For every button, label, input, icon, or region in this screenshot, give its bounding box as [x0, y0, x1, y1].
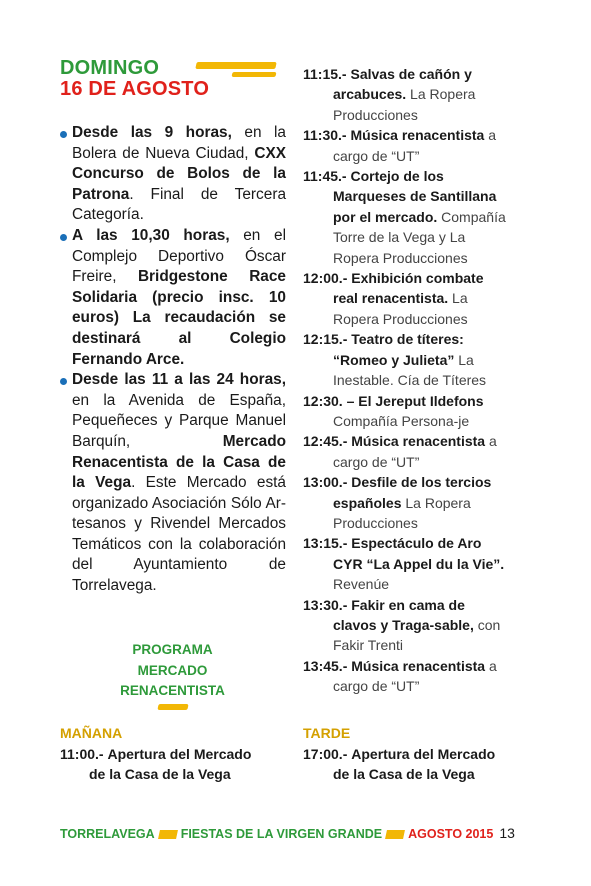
entry-time: 13:15.- — [303, 535, 348, 552]
entry-time: 17:00.- — [303, 746, 348, 762]
entry-line — [303, 635, 538, 655]
entry-line — [303, 288, 538, 308]
entry-title: Cortejo de los — [350, 168, 444, 185]
entry-line — [303, 207, 538, 227]
entry-title-cont: clavos y Traga-sable, — [333, 616, 474, 633]
day-heading: DOMINGO — [60, 57, 160, 79]
schedule-entry — [303, 391, 538, 432]
programa-line: PROGRAMA — [132, 642, 213, 657]
footer-brush-stroke — [385, 830, 405, 839]
entry-company: a — [484, 127, 497, 144]
schedule-entry — [303, 125, 538, 166]
entry-line — [303, 105, 538, 125]
schedule-entry — [303, 656, 538, 697]
right-schedule-list — [303, 64, 538, 697]
bullet-bold-text: Desde las 9 horas, — [72, 124, 232, 141]
entry-company: Fakir Trenti — [333, 637, 404, 654]
date-heading: 16 DE AGOSTO — [60, 78, 210, 100]
entry-line — [303, 84, 538, 104]
manana-title: MAÑANA — [60, 725, 123, 741]
header-brush-stroke — [195, 62, 276, 69]
entry-title: Exhibición combate — [351, 270, 484, 287]
entry-time: 13:45.- — [303, 657, 348, 674]
entry-company: Torre de la Vega y La — [333, 229, 466, 246]
entry-title: Música renacentista — [350, 127, 485, 144]
entry-title: Apertura del Mercado — [351, 746, 496, 762]
entry-company: a — [485, 433, 497, 450]
programa-heading — [100, 640, 245, 702]
entry-line — [303, 146, 538, 166]
bullet-item — [60, 226, 286, 370]
entry-line — [303, 186, 538, 206]
programa-brush-stroke — [157, 704, 188, 710]
entry-line — [303, 248, 538, 268]
entry-company: Producciones — [333, 514, 418, 531]
entry-title-cont: de la Casa de la Vega — [333, 766, 475, 783]
entry-company: La Ropera — [401, 494, 471, 511]
tarde-title: TARDE — [303, 725, 351, 741]
entry-line — [303, 493, 538, 513]
entry-line — [303, 411, 538, 431]
entry-company: La — [454, 351, 474, 368]
footer-brush-stroke — [158, 830, 178, 839]
bullet-text: . Final de Tercera Categoría. — [72, 185, 286, 224]
bullet-item — [60, 123, 286, 226]
entry-time: 11:45.- — [303, 168, 347, 185]
entry-company: cargo de “UT” — [333, 678, 420, 695]
bullet-dot-icon — [60, 378, 67, 385]
entry-line — [303, 513, 538, 533]
entry-time: 13:30.- — [303, 596, 348, 613]
header-brush-stroke-2 — [231, 72, 276, 77]
entry-time: 13:00.- — [303, 474, 348, 491]
entry-time: 12:15.- — [303, 331, 348, 348]
schedule-entry — [303, 329, 538, 390]
entry-title-cont: arcabuces. — [333, 86, 407, 103]
entry-company: La Ropera — [406, 86, 476, 103]
entry-company: Producciones — [333, 106, 418, 123]
bullet-bold-text: A las 10,30 horas, — [72, 226, 230, 244]
entry-time: 11:00.- — [60, 746, 104, 762]
footer-city: TORRELAVEGA — [60, 827, 155, 841]
entry-title: Teatro de títeres: — [351, 331, 464, 348]
bullet-bold-text: Mercado Renacentista de la Casa de la Vega — [72, 432, 286, 492]
bullet-bold-text: CXX Concurso de Bolos de la Patrona — [72, 144, 286, 203]
entry-time: 12:00.- — [303, 270, 348, 287]
entry-company: Revenúe — [333, 576, 390, 593]
entry-title-cont: CYR “La Appel du la Vie”. — [333, 555, 505, 572]
schedule-entry — [303, 595, 538, 656]
entry-line — [303, 227, 538, 247]
entry-time: 11:15.- — [303, 66, 347, 82]
entry-title: Salvas de cañón y — [350, 66, 472, 82]
entry-company: cargo de “UT” — [333, 147, 420, 164]
entry-company: Compañía Persona-je — [333, 412, 470, 429]
entry-title-cont: “Romeo y Julieta” — [333, 351, 455, 368]
bullet-text: . Este Mercado está organizado Asociación Sólo Artesanos y Rivendel Mercados Temáticos con la colaboración del Ayuntamiento de Torrelavega. — [72, 474, 286, 595]
entry-company: a — [485, 657, 497, 674]
entry-line — [303, 350, 538, 370]
bullet-text: en la Bolera de Nueva Ciudad, — [72, 124, 286, 162]
schedule-entry — [303, 166, 538, 268]
entry-title: Música renacentista — [351, 657, 486, 674]
entry-company: Inestable. Cía de Títeres — [333, 372, 487, 389]
schedule-entry — [303, 472, 538, 533]
entry-company: con — [473, 616, 501, 633]
entry-company: La — [448, 290, 468, 307]
schedule-entry — [303, 431, 538, 472]
entry-time: 12:30. — [303, 392, 343, 409]
bullet-text: en la Avenida de España, Pequeñeces y Parque Manuel Barquín, — [72, 391, 286, 450]
tarde-entry — [303, 744, 538, 785]
programa-line: MERCADO — [137, 662, 208, 678]
entry-title-cont: real renacentista. — [333, 290, 449, 307]
entry-line — [303, 676, 538, 696]
programa-line: RENACENTISTA — [120, 683, 225, 698]
bullet-bold-text: Desde las 11 a las 24 horas, — [72, 371, 286, 389]
schedule-entry — [303, 533, 538, 594]
entry-line — [303, 574, 538, 594]
manana-entry — [60, 744, 290, 785]
schedule-entry — [303, 268, 538, 329]
entry-title: Espectáculo de Aro — [351, 535, 482, 552]
entry-line — [303, 554, 538, 574]
entry-title-cont: Marqueses de Santillana — [333, 188, 497, 205]
bullet-text: en el Complejo Deportivo Óscar Freire, — [72, 226, 286, 286]
entry-title-cont: por el mercado. — [333, 208, 438, 225]
entry-title: – El Jereput Ildefons — [346, 392, 484, 409]
footer-fiestas: FIESTAS DE LA VIRGEN GRANDE — [180, 827, 383, 841]
page-number: 13 — [499, 825, 515, 841]
entry-time: 12:45.- — [303, 433, 348, 450]
entry-time: 11:30.- — [303, 127, 347, 144]
entry-company: Ropera Producciones — [333, 310, 468, 327]
entry-line — [303, 309, 538, 329]
entry-title-cont: de la Casa de la Vega — [89, 766, 231, 783]
schedule-entry — [303, 64, 538, 125]
entry-line — [303, 370, 538, 390]
bullet-item — [60, 370, 286, 597]
entry-title: Desfile de los tercios — [351, 474, 492, 491]
entry-company: cargo de “UT” — [333, 453, 420, 470]
entry-line — [303, 615, 538, 635]
page-footer — [60, 825, 540, 842]
bullet-dot-icon — [60, 234, 67, 241]
entry-company: Ropera Producciones — [333, 249, 468, 266]
entry-company: Compañía — [437, 208, 506, 225]
entry-title: Música renacentista — [351, 433, 486, 450]
footer-date: AGOSTO 2015 — [408, 827, 494, 841]
bullet-dot-icon — [60, 131, 67, 138]
entry-title: Apertura del Mercado — [107, 746, 252, 762]
entry-line — [303, 452, 538, 472]
left-bullet-list — [60, 123, 286, 597]
entry-title-cont: españoles — [333, 494, 402, 511]
entry-title: Fakir en cama de — [351, 596, 465, 613]
bullet-bold-text: Bridgestone Race Solidaria (precio insc. 10 euros) La recaudación se destinará al Colegio Fernando Arce. — [72, 268, 286, 368]
